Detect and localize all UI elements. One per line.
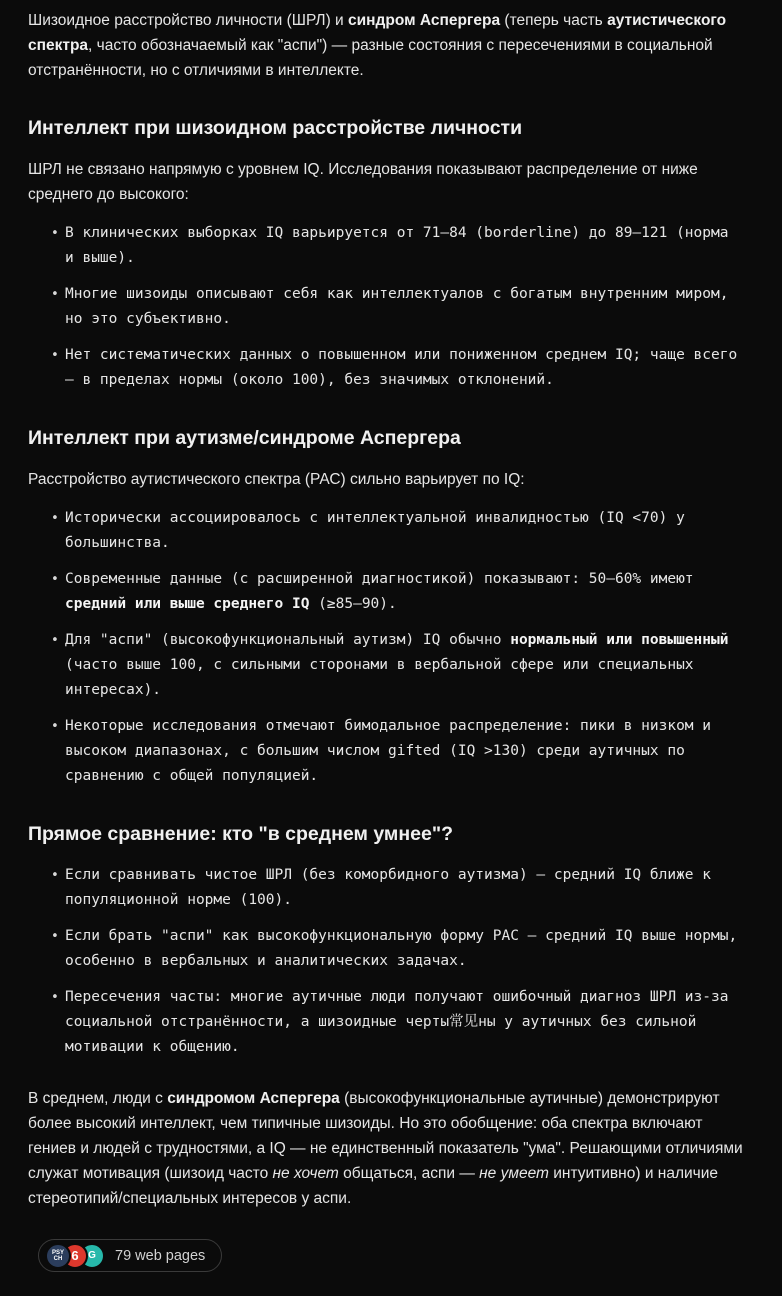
italic-not-want: не хочет bbox=[272, 1165, 339, 1182]
list-item: • В клинических выборках IQ варьируется от 71–84 (borderline) до 89–121 (норма и выше). bbox=[65, 221, 741, 271]
bold-average-iq: средний или выше среднего IQ bbox=[65, 596, 310, 612]
list-item: • Исторически ассоциировалось с интеллектуальной инвалидностью (IQ <70) у большинства. bbox=[65, 506, 741, 556]
bold-autism-spectrum-term: аутистического спектра bbox=[28, 12, 727, 54]
web-pages-button[interactable] bbox=[38, 1239, 222, 1272]
section1-list bbox=[28, 221, 744, 393]
bold-asperger-term: синдром Аспергера bbox=[348, 12, 501, 29]
section2-lead: Расстройство аутистического спектра (РАС) сильно варьирует по IQ: bbox=[28, 471, 525, 488]
red-source-favicon: 6 bbox=[62, 1243, 88, 1269]
section1-lead: ШРЛ не связано напрямую с уровнем IQ. Исследования показывают распределение от ниже среднего до высокого: bbox=[28, 161, 698, 203]
list-item: • Современные данные (с расширенной диагностикой) показывают: 50–60% имеют средний или выше среднего IQ (≥85–90). bbox=[65, 567, 741, 617]
web-pages-count-label: 79 web pages bbox=[115, 1247, 206, 1264]
section3-list bbox=[28, 863, 744, 1060]
heading-schizoid-intelligence: Интеллект при шизоидном расстройстве личности bbox=[28, 117, 523, 139]
heading-direct-comparison: Прямое сравнение: кто "в среднем умнее"? bbox=[28, 823, 453, 845]
teal-source-favicon: G bbox=[79, 1243, 105, 1269]
heading-autism-intelligence: Интеллект при аутизме/синдроме Аспергера bbox=[28, 427, 461, 449]
list-item: • Пересечения часты: многие аутичные люди получают ошибочный диагноз ШРЛ из-за социальной отстранённости, а шизоидные черты常见ны у аутичных без сильной мотивации к общению. bbox=[65, 985, 741, 1060]
section2-list bbox=[28, 506, 744, 789]
bold-normal-elevated: нормальный или повышенный bbox=[510, 632, 729, 648]
list-item: • Если брать "аспи" как высокофункциональную форму РАС — средний IQ выше нормы, особенно в вербальных и аналитических задачах. bbox=[65, 924, 741, 974]
list-item: • Для "аспи" (высокофункциональный аутизм) IQ обычно нормальный или повышенный (часто выше 100, с сильными сторонами в вербальной сфере или специальных интересах). bbox=[65, 628, 741, 703]
list-item: • Некоторые исследования отмечают бимодальное распределение: пики в низком и высоком диапазонах, с большим числом gifted (IQ >130) среди аутичных по сравнению с общей популяцией. bbox=[65, 714, 741, 789]
intro-paragraph: Шизоидное расстройство личности (ШРЛ) и синдром Аспергера (теперь часть аутистического спектра, часто обозначаемый как "аспи") — разные состояния с пересечениями в социальной отстранённости, но с отличиями в интеллекте. bbox=[28, 12, 727, 79]
list-item: • Многие шизоиды описывают себя как интеллектуалов с богатым внутренним миром, но это субъективно. bbox=[65, 282, 741, 332]
italic-not-able: не умеет bbox=[479, 1165, 549, 1182]
source-favicon-stack bbox=[45, 1243, 105, 1269]
outro-paragraph: В среднем, люди с синдромом Аспергера (высокофункциональные аутичные) демонстрируют более высокий интеллект, чем типичные шизоиды. Но это обобщение: оба спектра включают гениев и людей с трудностями, а IQ — не единственный показатель "ума". Решающими отличиями служат мотивация (шизоид часто не хочет общаться, аспи — не умеет интуитивно) и наличие стереотипий/специальных интересов у аспи. bbox=[28, 1090, 743, 1207]
bold-asperger-term-outro: синдромом Аспергера bbox=[167, 1090, 340, 1107]
psych-source-favicon: PSY CH bbox=[45, 1243, 71, 1269]
list-item: • Нет систематических данных о повышенном или пониженном среднем IQ; чаще всего — в пределах нормы (около 100), без значимых отклонений. bbox=[65, 343, 741, 393]
intro-text: Шизоидное расстройство личности (ШРЛ) и bbox=[28, 12, 349, 29]
list-item: • Если сравнивать чистое ШРЛ (без коморбидного аутизма) — средний IQ ближе к популяционной норме (100). bbox=[65, 863, 741, 913]
